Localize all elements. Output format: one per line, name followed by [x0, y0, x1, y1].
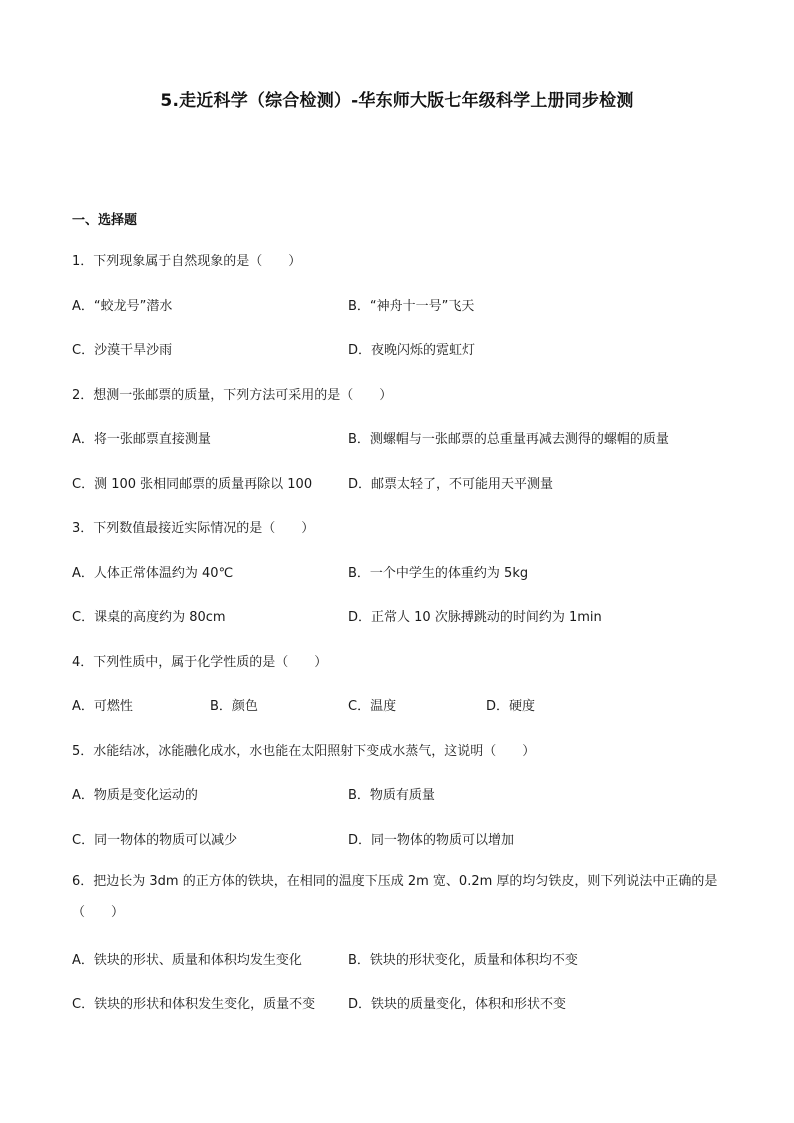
- question-1-option-b: B．“神舟十一号”飞天: [348, 299, 475, 314]
- question-3-stem: 3．下列数值最接近实际情况的是（ ）: [72, 521, 315, 536]
- section-heading: 一、选择题: [72, 213, 138, 228]
- question-4-option-c: C．温度: [348, 699, 397, 714]
- question-6-option-a: A．铁块的形状、质量和体积均发生变化: [72, 953, 302, 968]
- question-2-option-c: C．测 100 张相同邮票的质量再除以 100: [72, 477, 313, 492]
- question-5-option-d: D．同一物体的物质可以增加: [348, 833, 515, 848]
- page-title: 5.走近科学（综合检测）-华东师大版七年级科学上册同步检测: [160, 91, 634, 111]
- question-4-option-d: D．硬度: [486, 699, 536, 714]
- question-4-stem: 4．下列性质中，属于化学性质的是（ ）: [72, 655, 328, 670]
- question-3-option-d: D．正常人 10 次脉搏跳动的时间约为 1min: [348, 610, 602, 625]
- question-5-option-a: A．物质是变化运动的: [72, 788, 198, 803]
- question-1-option-d: D．夜晚闪烁的霓虹灯: [348, 343, 476, 358]
- question-3-option-c: C．课桌的高度约为 80cm: [72, 610, 226, 625]
- question-2-option-d: D．邮票太轻了，不可能用天平测量: [348, 477, 554, 492]
- question-1-option-c: C．沙漠干旱沙雨: [72, 343, 173, 358]
- question-5-option-c: C．同一物体的物质可以减少: [72, 833, 238, 848]
- question-3-option-b: B．一个中学生的体重约为 5kg: [348, 566, 529, 581]
- question-5-stem: 5．水能结冰，冰能融化成水，水也能在太阳照射下变成水蒸气，这说明（ ）: [72, 744, 536, 759]
- question-6-option-d: D．铁块的质量变化，体积和形状不变: [348, 997, 567, 1012]
- question-2-stem: 2．想测一张邮票的质量，下列方法可采用的是（ ）: [72, 388, 393, 403]
- question-6-option-b: B．铁块的形状变化，质量和体积均不变: [348, 953, 578, 968]
- question-6-option-c: C．铁块的形状和体积发生变化，质量不变: [72, 997, 316, 1012]
- question-4-option-b: B．颜色: [210, 699, 258, 714]
- question-2-option-a: A．将一张邮票直接测量: [72, 432, 211, 447]
- question-1-option-a: A．“蛟龙号”潜水: [72, 299, 173, 314]
- question-2-option-b: B．测螺帽与一张邮票的总重量再减去测得的螺帽的质量: [348, 432, 669, 447]
- question-3-option-a: A．人体正常体温约为 40℃: [72, 566, 234, 581]
- question-4-option-a: A．可燃性: [72, 699, 133, 714]
- question-1-stem: 1．下列现象属于自然现象的是（ ）: [72, 254, 302, 269]
- question-6-stem: 6．把边长为 3dm 的正方体的铁块，在相同的温度下压成 2m 宽、0.2m 厚的均匀铁皮，则下列说法中正确的是（ ）: [72, 874, 718, 920]
- question-5-option-b: B．物质有质量: [348, 788, 435, 803]
